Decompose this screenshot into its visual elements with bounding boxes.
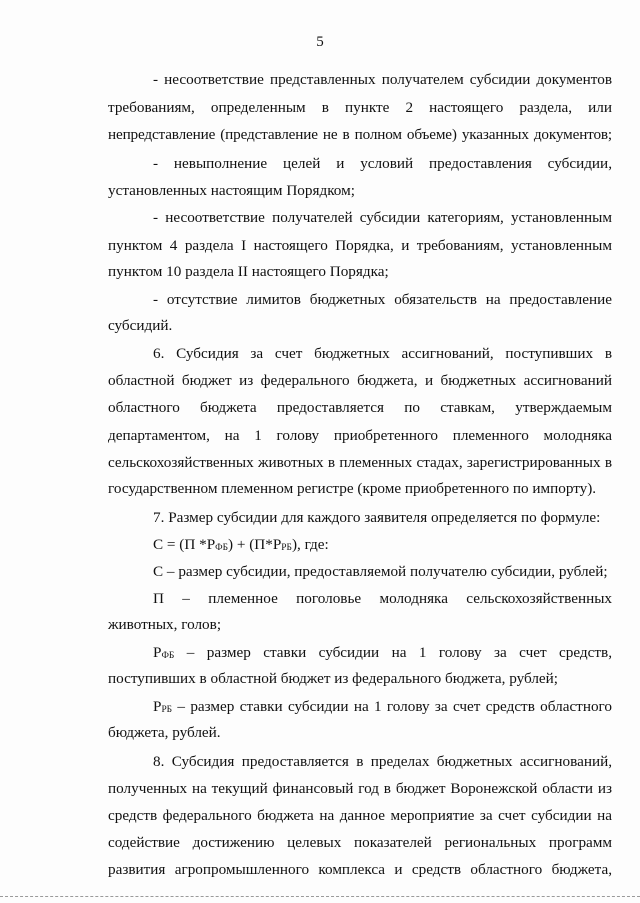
definition-rfb-line: $Р_{ФБ}$ – размер ставки субсидии на 1 голову за счет средств, [153, 644, 612, 662]
page-bottom-edge [0, 896, 640, 898]
list-item-line: - несоответствие получателей субсидии категориям, установленным [153, 209, 612, 226]
paragraph-line: пунктом 10 раздела II настоящего Порядка; [108, 263, 389, 280]
paragraph-8-line: 8. Субсидия предоставляется в пределах бюджетных ассигнований, [153, 753, 612, 770]
definition-p-line: П – племенное поголовье молодняка сельскохозяйственных [153, 590, 612, 607]
paragraph-line: сельскохозяйственных животных в племенных стадах, зарегистрированных в [108, 454, 612, 471]
paragraph-line: поступивших в областной бюджет из федерального бюджета, рублей; [108, 670, 558, 687]
paragraph-line: средств федерального бюджета на данное мероприятие за счет субсидии на [108, 807, 612, 824]
list-item-line: - отсутствие лимитов бюджетных обязательств на предоставление [153, 291, 612, 308]
page-number: 5 [316, 34, 324, 50]
paragraph-line: субсидий. [108, 317, 173, 334]
paragraph-7-line: 7. Размер субсидии для каждого заявителя определяется по формуле: [153, 509, 601, 526]
list-item-line: - невыполнение целей и условий предоставления субсидии, [153, 155, 612, 172]
paragraph-line: установленных настоящим Порядком; [108, 182, 355, 199]
paragraph-line: пунктом 4 раздела I настоящего Порядка, и требованиям, установленным [108, 237, 612, 254]
formula-line: С = (П $*Р_{ФБ}) + (П*Р_{РБ})$, где: [153, 536, 329, 554]
paragraph-line: животных, голов; [108, 616, 222, 633]
definition-rrb-line: $Р_{РБ}$ – размер ставки субсидии на 1 голову за счет средств областного [153, 698, 612, 716]
list-item-line: - несоответствие представленных получателем субсидии документов [153, 71, 612, 88]
paragraph-line: требованиям, определенным в пункте 2 настоящего раздела, или [108, 99, 612, 116]
paragraph-line: государственном племенном регистре (кроме приобретенного по импорту). [108, 480, 597, 497]
paragraph-line: непредставление (представление не в полном объеме) указанных документов; [108, 126, 612, 143]
paragraph-line: полученных на текущий финансовый год в бюджет Воронежской области из [108, 780, 612, 797]
definition-c-line: С – размер субсидии, предоставляемой получателю субсидии, рублей; [153, 563, 608, 580]
paragraph-line: бюджета, рублей. [108, 724, 221, 741]
paragraph-line: областной бюджет из федерального бюджета, и бюджетных ассигнований [108, 372, 612, 389]
paragraph-line: развития агропромышленного комплекса и средств областного бюджета, [108, 861, 612, 878]
paragraph-line: областного бюджета предоставляется по ставкам, утверждаемым [108, 399, 612, 416]
paragraph-line: департаментом, на 1 голову приобретенного племенного молодняка [108, 427, 612, 444]
paragraph-line: содействие достижению целевых показателей региональных программ [108, 834, 612, 851]
paragraph-6-line: 6. Субсидия за счет бюджетных ассигнований, поступивших в [153, 345, 612, 362]
